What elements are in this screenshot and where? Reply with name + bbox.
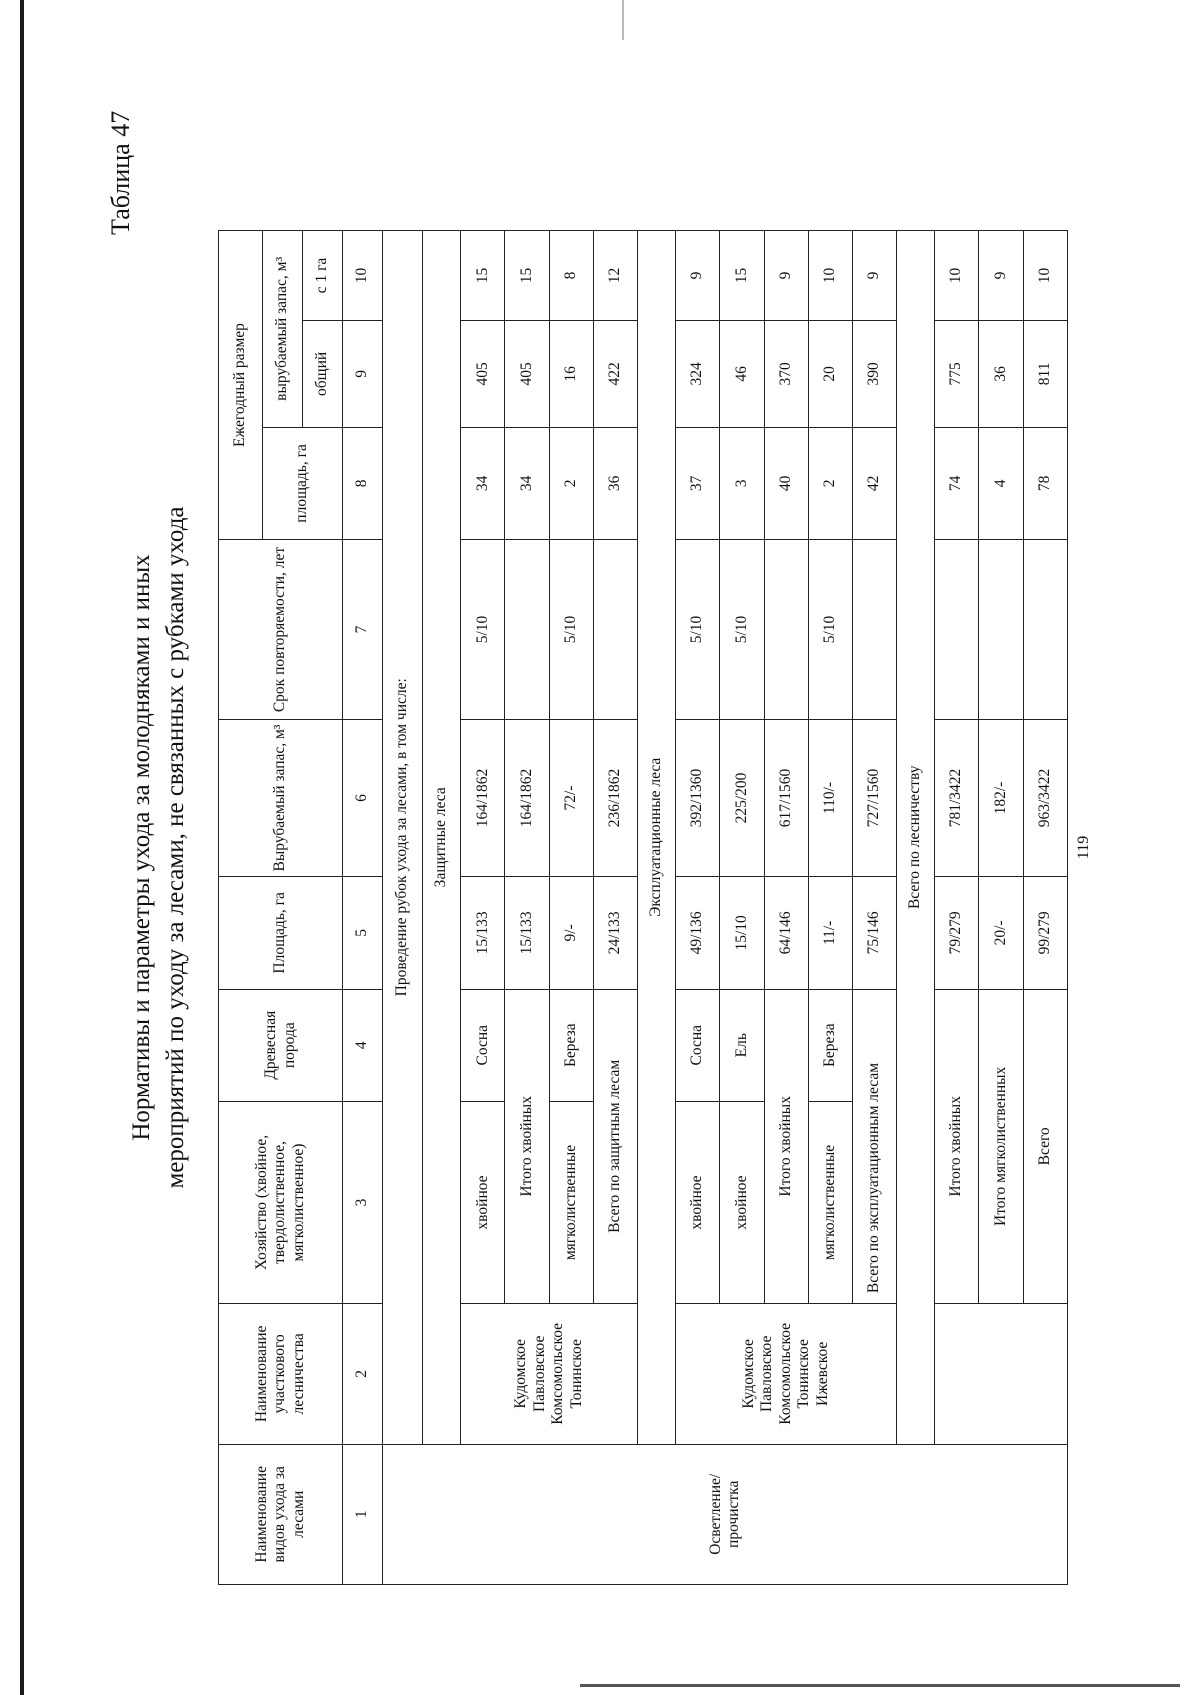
farm-cell: Всего — [1023, 989, 1067, 1304]
annual-per-ha-cell: 12 — [593, 231, 637, 321]
section-exploitation: Эксплуатационные леса — [638, 231, 676, 1445]
area-cell: 24/133 — [593, 877, 637, 989]
period-cell — [593, 540, 637, 720]
annual-area-cell: 2 — [808, 427, 852, 539]
section-row-main — [383, 231, 423, 1585]
annual-area-cell: 78 — [1023, 427, 1067, 539]
period-cell — [505, 540, 549, 720]
title-line-2: мероприятий по уходу за лесами, не связанных с рубками ухода — [162, 506, 189, 1189]
annual-per-ha-cell: 9 — [979, 231, 1023, 321]
annual-total-cell: 324 — [676, 321, 720, 428]
header-species: Древесная порода — [219, 989, 343, 1101]
area-cell: 49/136 — [676, 877, 720, 989]
area-cell: 15/133 — [505, 877, 549, 989]
period-cell: 5/10 — [461, 540, 505, 720]
species-cell: Ель — [720, 989, 764, 1101]
header-annual: Ежегодный размер — [219, 231, 263, 540]
area-cell: 9/- — [549, 877, 593, 989]
species-cell: Береза — [549, 989, 593, 1101]
section-row-total — [897, 231, 935, 1585]
section-row-protective — [423, 231, 461, 1585]
area-cell: 15/10 — [720, 877, 764, 989]
header-annual-stock: вырубаемый запас, м³ — [263, 231, 303, 428]
annual-total-cell: 405 — [505, 321, 549, 428]
annual-area-cell: 37 — [676, 427, 720, 539]
stock-cell: 727/1560 — [852, 719, 896, 876]
forestry-name: Ижевское — [814, 1341, 832, 1406]
stock-cell: 182/- — [979, 719, 1023, 876]
farm-cell: Итого мягколиственных — [979, 989, 1023, 1304]
col-number: 10 — [343, 231, 383, 321]
annual-per-ha-cell: 9 — [764, 231, 808, 321]
table-row — [935, 231, 979, 1585]
section-row-exploitation — [638, 231, 676, 1585]
farm-cell: Всего по эксплуатационным лесам — [852, 989, 896, 1304]
column-numbers-row — [343, 231, 383, 1585]
period-cell: 5/10 — [720, 540, 764, 720]
stock-cell: 225/200 — [720, 719, 764, 876]
forestry-name: Тонинское — [795, 1339, 813, 1409]
norms-table — [218, 230, 1068, 1585]
forestry-name: Комсомольское — [776, 1322, 794, 1425]
annual-per-ha-cell: 9 — [676, 231, 720, 321]
farm-cell: мягколиственные — [808, 1101, 852, 1303]
forestry-list-exploitation — [676, 1304, 897, 1444]
col-number: 7 — [343, 540, 383, 720]
farm-cell: Итого хвойных — [505, 989, 549, 1304]
annual-area-cell: 2 — [549, 427, 593, 539]
section-main: Проведение рубок ухода за лесами, в том числе: — [383, 231, 423, 1445]
stock-cell: 164/1862 — [505, 719, 549, 876]
table-row — [676, 231, 720, 1585]
header-stock: Вырубаемый запас, м³ — [219, 719, 343, 876]
annual-total-cell: 390 — [852, 321, 896, 428]
forestry-list-protective — [461, 1304, 638, 1444]
annual-area-cell: 42 — [852, 427, 896, 539]
annual-total-cell: 775 — [935, 321, 979, 428]
period-cell: 5/10 — [676, 540, 720, 720]
stock-cell: 72/- — [549, 719, 593, 876]
forestry-name: Кудомское — [511, 1339, 529, 1409]
stock-cell: 392/1360 — [676, 719, 720, 876]
area-cell: 15/133 — [461, 877, 505, 989]
header-annual-area: площадь, га — [263, 427, 343, 539]
annual-total-cell: 405 — [461, 321, 505, 428]
forestry-name: Павловское — [758, 1335, 776, 1413]
annual-per-ha-cell: 15 — [505, 231, 549, 321]
period-cell — [1023, 540, 1067, 720]
annual-area-cell: 34 — [461, 427, 505, 539]
area-cell: 20/- — [979, 877, 1023, 989]
header-annual-per-ha: с 1 га — [303, 231, 343, 321]
header-period: Срок повторяемости, лет — [219, 540, 343, 720]
area-cell: 99/279 — [1023, 877, 1067, 989]
col-number: 6 — [343, 719, 383, 876]
annual-total-cell: 20 — [808, 321, 852, 428]
col-number: 3 — [343, 1101, 383, 1303]
period-cell — [979, 540, 1023, 720]
annual-per-ha-cell: 10 — [808, 231, 852, 321]
annual-total-cell: 16 — [549, 321, 593, 428]
care-type-cell: Осветление/ прочистка — [383, 1444, 1068, 1584]
col-number: 4 — [343, 989, 383, 1101]
annual-per-ha-cell: 15 — [461, 231, 505, 321]
stock-cell: 963/3422 — [1023, 719, 1067, 876]
annual-total-cell: 370 — [764, 321, 808, 428]
header-area: Площадь, га — [219, 877, 343, 989]
annual-area-cell: 4 — [979, 427, 1023, 539]
species-cell: Береза — [808, 989, 852, 1101]
header-row-1 — [219, 231, 263, 1585]
annual-total-cell: 811 — [1023, 321, 1067, 428]
annual-per-ha-cell: 8 — [549, 231, 593, 321]
annual-per-ha-cell: 10 — [935, 231, 979, 321]
col-number: 2 — [343, 1304, 383, 1444]
header-forestry: Наименование участкового лесничества — [219, 1304, 343, 1444]
section-protective: Защитные леса — [423, 231, 461, 1445]
page-number: 119 — [1075, 835, 1092, 860]
col-number: 5 — [343, 877, 383, 989]
col-number: 1 — [343, 1444, 383, 1584]
farm-cell: хвойное — [676, 1101, 720, 1303]
annual-per-ha-cell: 15 — [720, 231, 764, 321]
forestry-name: Кудомское — [739, 1339, 757, 1409]
stock-cell: 164/1862 — [461, 719, 505, 876]
farm-cell: Итого хвойных — [764, 989, 808, 1304]
forestry-name: Комсомольское — [549, 1322, 567, 1425]
col-number: 8 — [343, 427, 383, 539]
header-care-type: Наименование видов ухода за лесами — [219, 1444, 343, 1584]
period-cell — [764, 540, 808, 720]
forestry-name: Павловское — [530, 1335, 548, 1413]
period-cell: 5/10 — [808, 540, 852, 720]
species-cell: Сосна — [461, 989, 505, 1101]
area-cell: 11/- — [808, 877, 852, 989]
col-number: 9 — [343, 321, 383, 428]
table-row — [461, 231, 505, 1585]
annual-total-cell: 422 — [593, 321, 637, 428]
forestry-empty-cell — [935, 1304, 1068, 1444]
annual-per-ha-cell: 9 — [852, 231, 896, 321]
area-cell: 64/146 — [764, 877, 808, 989]
period-cell — [935, 540, 979, 720]
annual-total-cell: 46 — [720, 321, 764, 428]
period-cell: 5/10 — [549, 540, 593, 720]
annual-area-cell: 34 — [505, 427, 549, 539]
annual-area-cell: 3 — [720, 427, 764, 539]
header-farm: Хозяйство (хвойное, твердолиственное, мягколиственное) — [219, 1101, 343, 1303]
stock-cell: 110/- — [808, 719, 852, 876]
farm-cell: хвойное — [461, 1101, 505, 1303]
stock-cell: 617/1560 — [764, 719, 808, 876]
header-annual-total: общий — [303, 321, 343, 428]
species-cell: Сосна — [676, 989, 720, 1101]
annual-total-cell: 36 — [979, 321, 1023, 428]
annual-area-cell: 40 — [764, 427, 808, 539]
farm-cell: хвойное — [720, 1101, 764, 1303]
area-cell: 75/146 — [852, 877, 896, 989]
period-cell — [852, 540, 896, 720]
stock-cell: 236/1862 — [593, 719, 637, 876]
annual-per-ha-cell: 10 — [1023, 231, 1067, 321]
farm-cell: Всего по защитным лесам — [593, 989, 637, 1304]
section-total: Всего по лесничеству — [897, 231, 935, 1445]
table-caption: Таблица 47 — [106, 110, 135, 235]
forestry-name: Тонинское — [567, 1339, 585, 1409]
farm-cell: Итого хвойных — [935, 989, 979, 1304]
annual-area-cell: 36 — [593, 427, 637, 539]
stock-cell: 781/3422 — [935, 719, 979, 876]
annual-area-cell: 74 — [935, 427, 979, 539]
farm-cell: мягколиственные — [549, 1101, 593, 1303]
area-cell: 79/279 — [935, 877, 979, 989]
title-line-1: Нормативы и параметры ухода за молодняками и иных — [128, 554, 155, 1141]
